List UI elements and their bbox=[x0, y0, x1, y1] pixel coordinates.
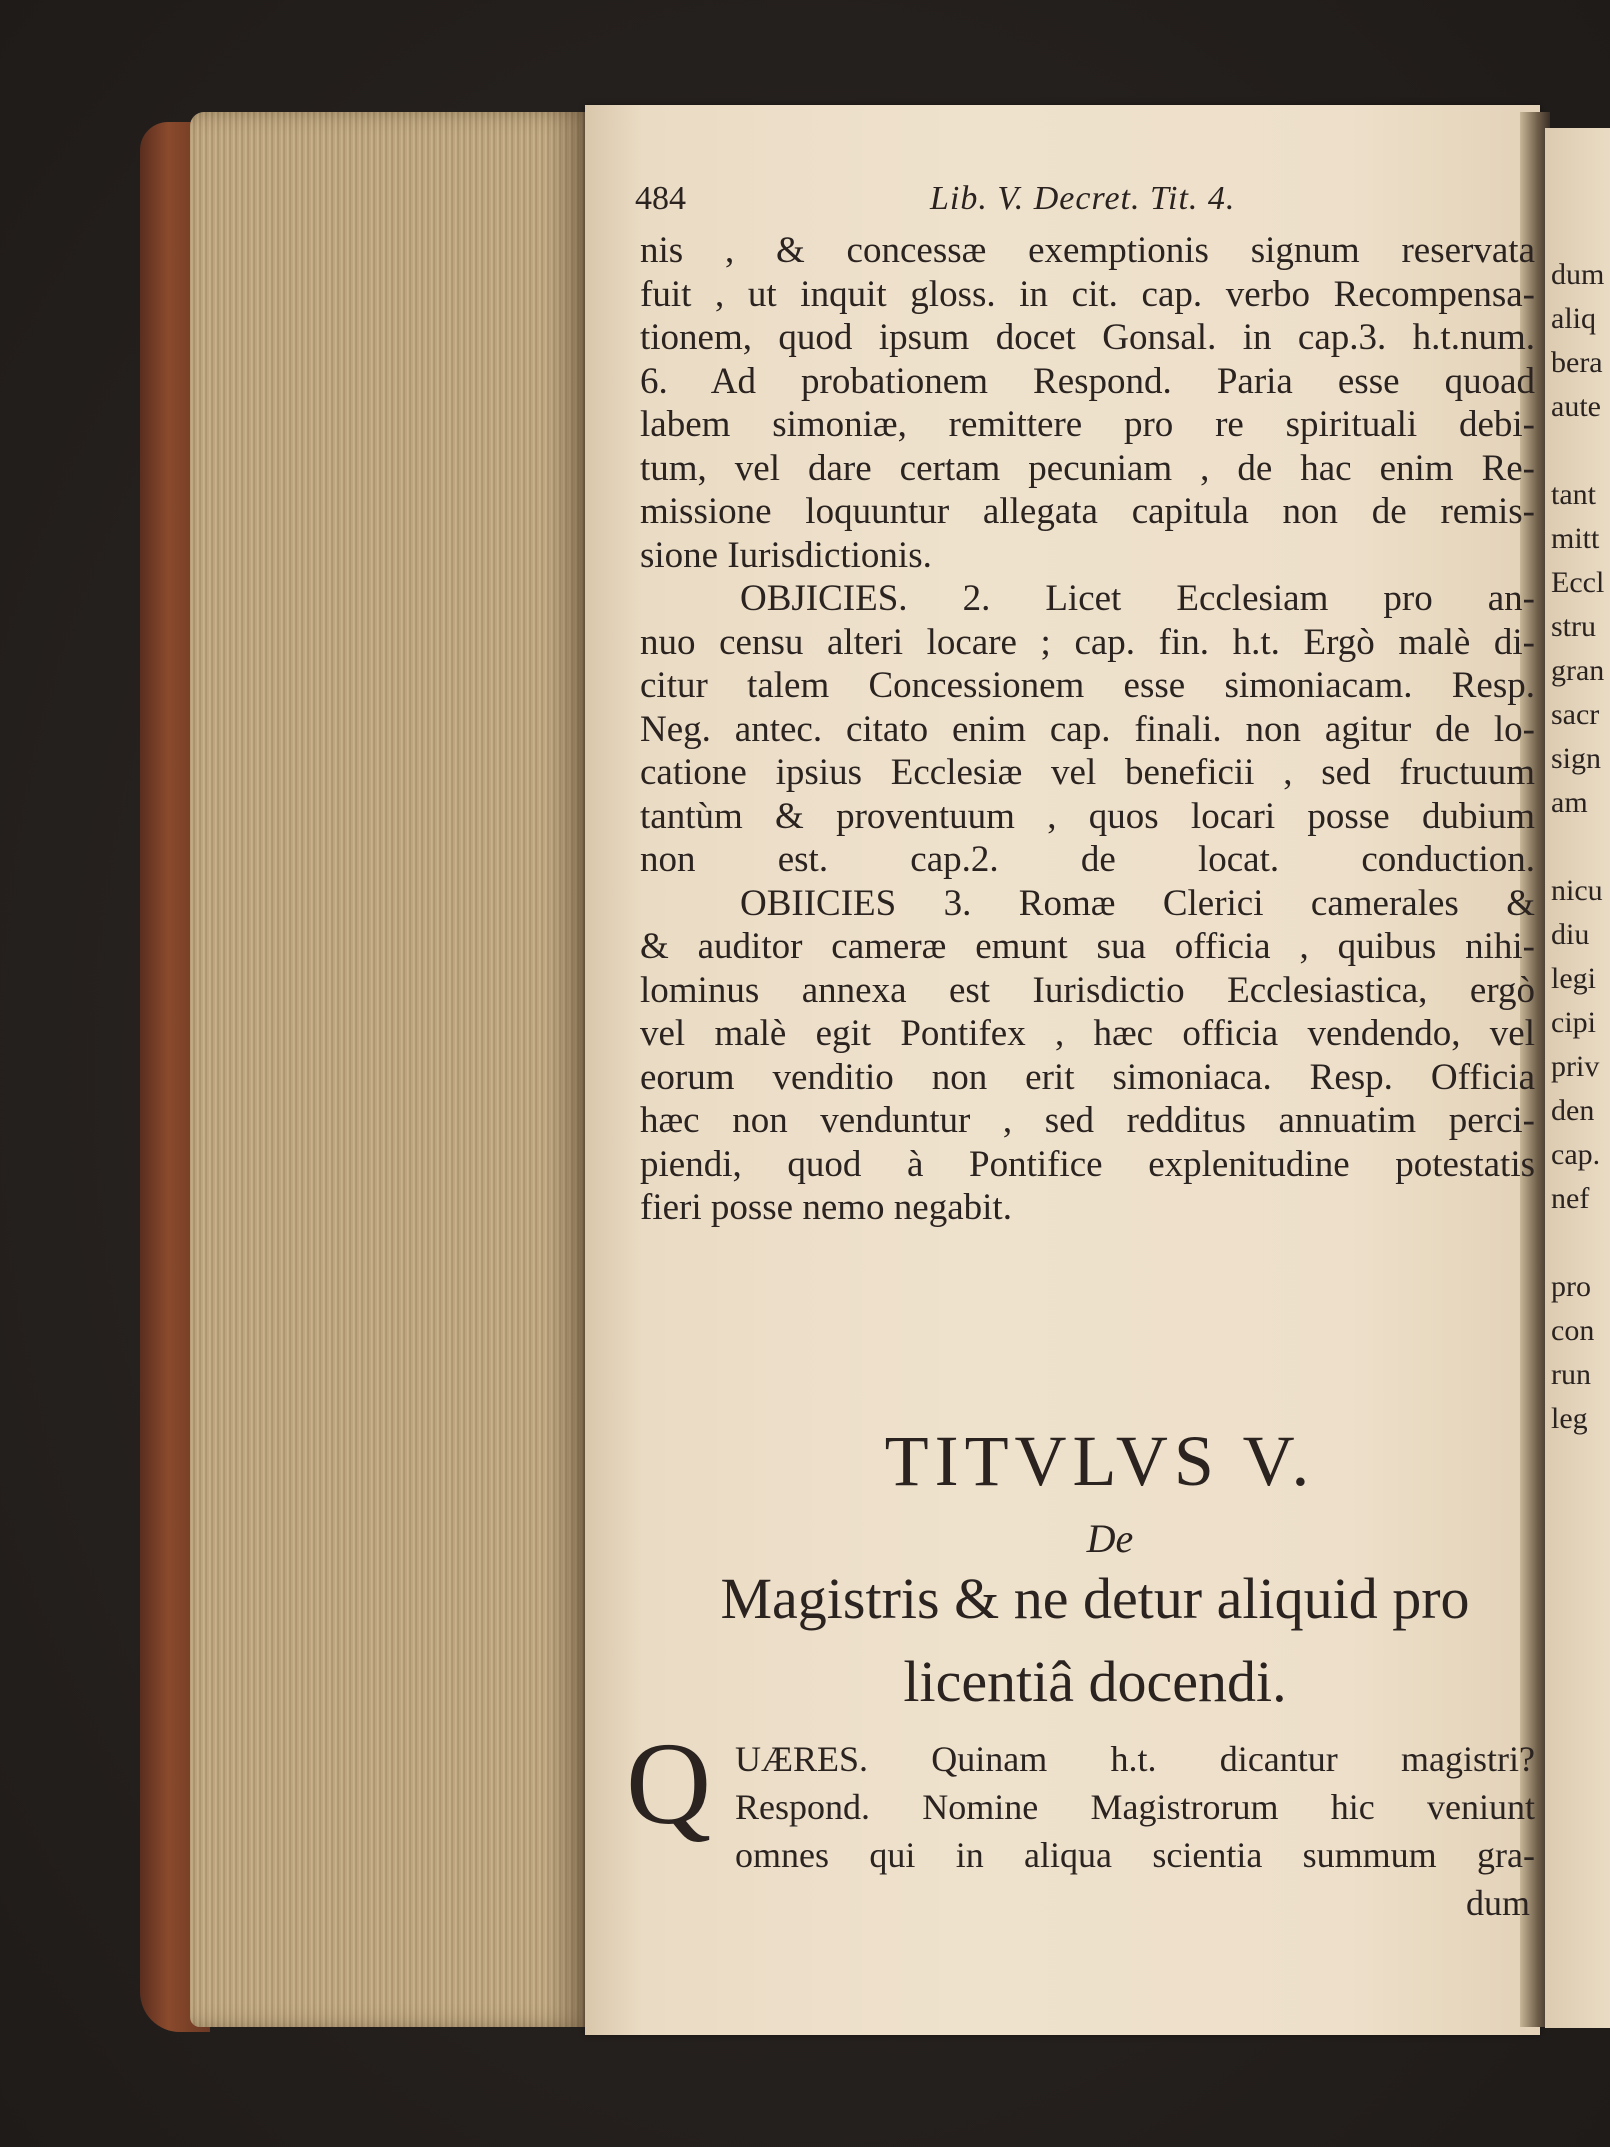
page-edges bbox=[190, 112, 590, 2027]
running-head: Lib. V. Decret. Tit. 4. bbox=[930, 180, 1236, 217]
facing-page-fragment: am bbox=[1551, 786, 1588, 819]
body-line: & auditor cameræ emunt sua officia , quibus nihi- bbox=[640, 926, 1535, 967]
body-line: tantùm & proventuum , quos locari posse dubium bbox=[640, 795, 1535, 837]
body-line: non est. cap.2. de locat. conduction. bbox=[640, 839, 1535, 880]
body-line: sione Iurisdictionis. bbox=[640, 534, 932, 576]
facing-page-fragment: nef bbox=[1551, 1182, 1590, 1215]
body-line: hæc non venduntur , sed redditus annuatim perci- bbox=[640, 1100, 1535, 1141]
facing-page-fragment: run bbox=[1551, 1358, 1591, 1391]
facing-page-fragment: tant bbox=[1551, 478, 1596, 511]
body-line: missione loquuntur allegata capitula non de remis- bbox=[640, 491, 1535, 532]
quaeres-line: Respond. Nomine Magistrorum hic veniunt bbox=[735, 1787, 1535, 1827]
facing-page-fragment: bera bbox=[1551, 346, 1603, 379]
facing-page-fragment: Eccl bbox=[1551, 566, 1605, 599]
facing-page-fragment: gran bbox=[1551, 654, 1605, 687]
title-line-3: licentiâ docendi. bbox=[903, 1649, 1287, 1714]
body-line: OBIICIES 3. Romæ Clerici camerales & bbox=[740, 882, 1535, 924]
facing-page-fragment: aliq bbox=[1551, 302, 1596, 335]
facing-page-fragment: priv bbox=[1551, 1050, 1600, 1083]
body-line: citur talem Concessionem esse simoniacam. Resp. bbox=[640, 665, 1535, 706]
facing-page-fragment: sacr bbox=[1551, 698, 1600, 731]
body-line: nuo censu alteri locare ; cap. fin. h.t. Ergò malè di- bbox=[640, 621, 1535, 663]
body-line: tum, vel dare certam pecuniam , de hac enim Re- bbox=[640, 447, 1535, 489]
body-line: nis , & concessæ exemptionis signum reservata bbox=[640, 230, 1535, 271]
facing-page-fragment: dum bbox=[1551, 258, 1605, 291]
title-line-2: Magistris & ne detur aliquid pro bbox=[720, 1566, 1470, 1631]
spine-shadow bbox=[545, 112, 590, 2027]
facing-page-fragment: cap. bbox=[1551, 1138, 1601, 1171]
quaeres-line: UÆRES. Quinam h.t. dicantur magistri? bbox=[735, 1739, 1535, 1779]
body-line: fieri posse nemo negabit. bbox=[640, 1187, 1012, 1228]
facing-page-fragment: aute bbox=[1551, 390, 1601, 423]
page-number: 484 bbox=[635, 180, 686, 217]
title-line-1: TITVLVS V. bbox=[884, 1421, 1316, 1501]
body-line: fuit , ut inquit gloss. in cit. cap. verbo Recompensa- bbox=[640, 273, 1535, 315]
facing-page-fragment: leg bbox=[1551, 1402, 1588, 1435]
body-line: piendi, quod à Pontifice explenitudine potestatis bbox=[640, 1143, 1535, 1185]
body-line: 6. Ad probationem Respond. Paria esse quoad bbox=[640, 360, 1535, 402]
facing-page-fragment: den bbox=[1551, 1094, 1595, 1127]
facing-page-fragment: pro bbox=[1551, 1270, 1591, 1303]
facing-page-fragment: con bbox=[1551, 1314, 1595, 1347]
facing-page-fragment: diu bbox=[1551, 918, 1590, 951]
facing-page-fragment: sign bbox=[1551, 742, 1602, 775]
body-line: catione ipsius Ecclesiæ vel beneficii , sed fructuum bbox=[640, 752, 1535, 793]
body-line: Neg. antec. citato enim cap. finali. non agitur de lo- bbox=[640, 708, 1535, 750]
facing-page-fragment: mitt bbox=[1551, 522, 1600, 555]
quaeres-line: omnes qui in aliqua scientia summum gra- bbox=[735, 1835, 1535, 1875]
facing-page-fragment: legi bbox=[1551, 962, 1596, 995]
body-line: tionem, quod ipsum docet Gonsal. in cap.3. h.t.num. bbox=[640, 317, 1535, 358]
body-line: labem simoniæ, remittere pro re spirituali debi- bbox=[640, 404, 1535, 445]
page-header bbox=[635, 180, 1335, 220]
facing-page bbox=[1545, 128, 1610, 2028]
facing-page-fragment: cipi bbox=[1551, 1006, 1596, 1039]
facing-page-fragment: stru bbox=[1551, 610, 1596, 643]
body-line: lominus annexa est Iurisdictio Ecclesiastica, ergò bbox=[640, 969, 1535, 1011]
body-line: vel malè egit Pontifex , hæc officia vendendo, vel bbox=[640, 1013, 1535, 1054]
body-line: eorum venditio non erit simoniaca. Resp. Officia bbox=[640, 1056, 1535, 1098]
facing-page-fragment: nicu bbox=[1551, 874, 1603, 907]
body-line: OBJICIES. 2. Licet Ecclesiam pro an- bbox=[740, 578, 1535, 619]
title-de: De bbox=[1086, 1516, 1134, 1561]
catchword: dum bbox=[1465, 1883, 1530, 1923]
drop-cap: Q bbox=[626, 1718, 712, 1849]
